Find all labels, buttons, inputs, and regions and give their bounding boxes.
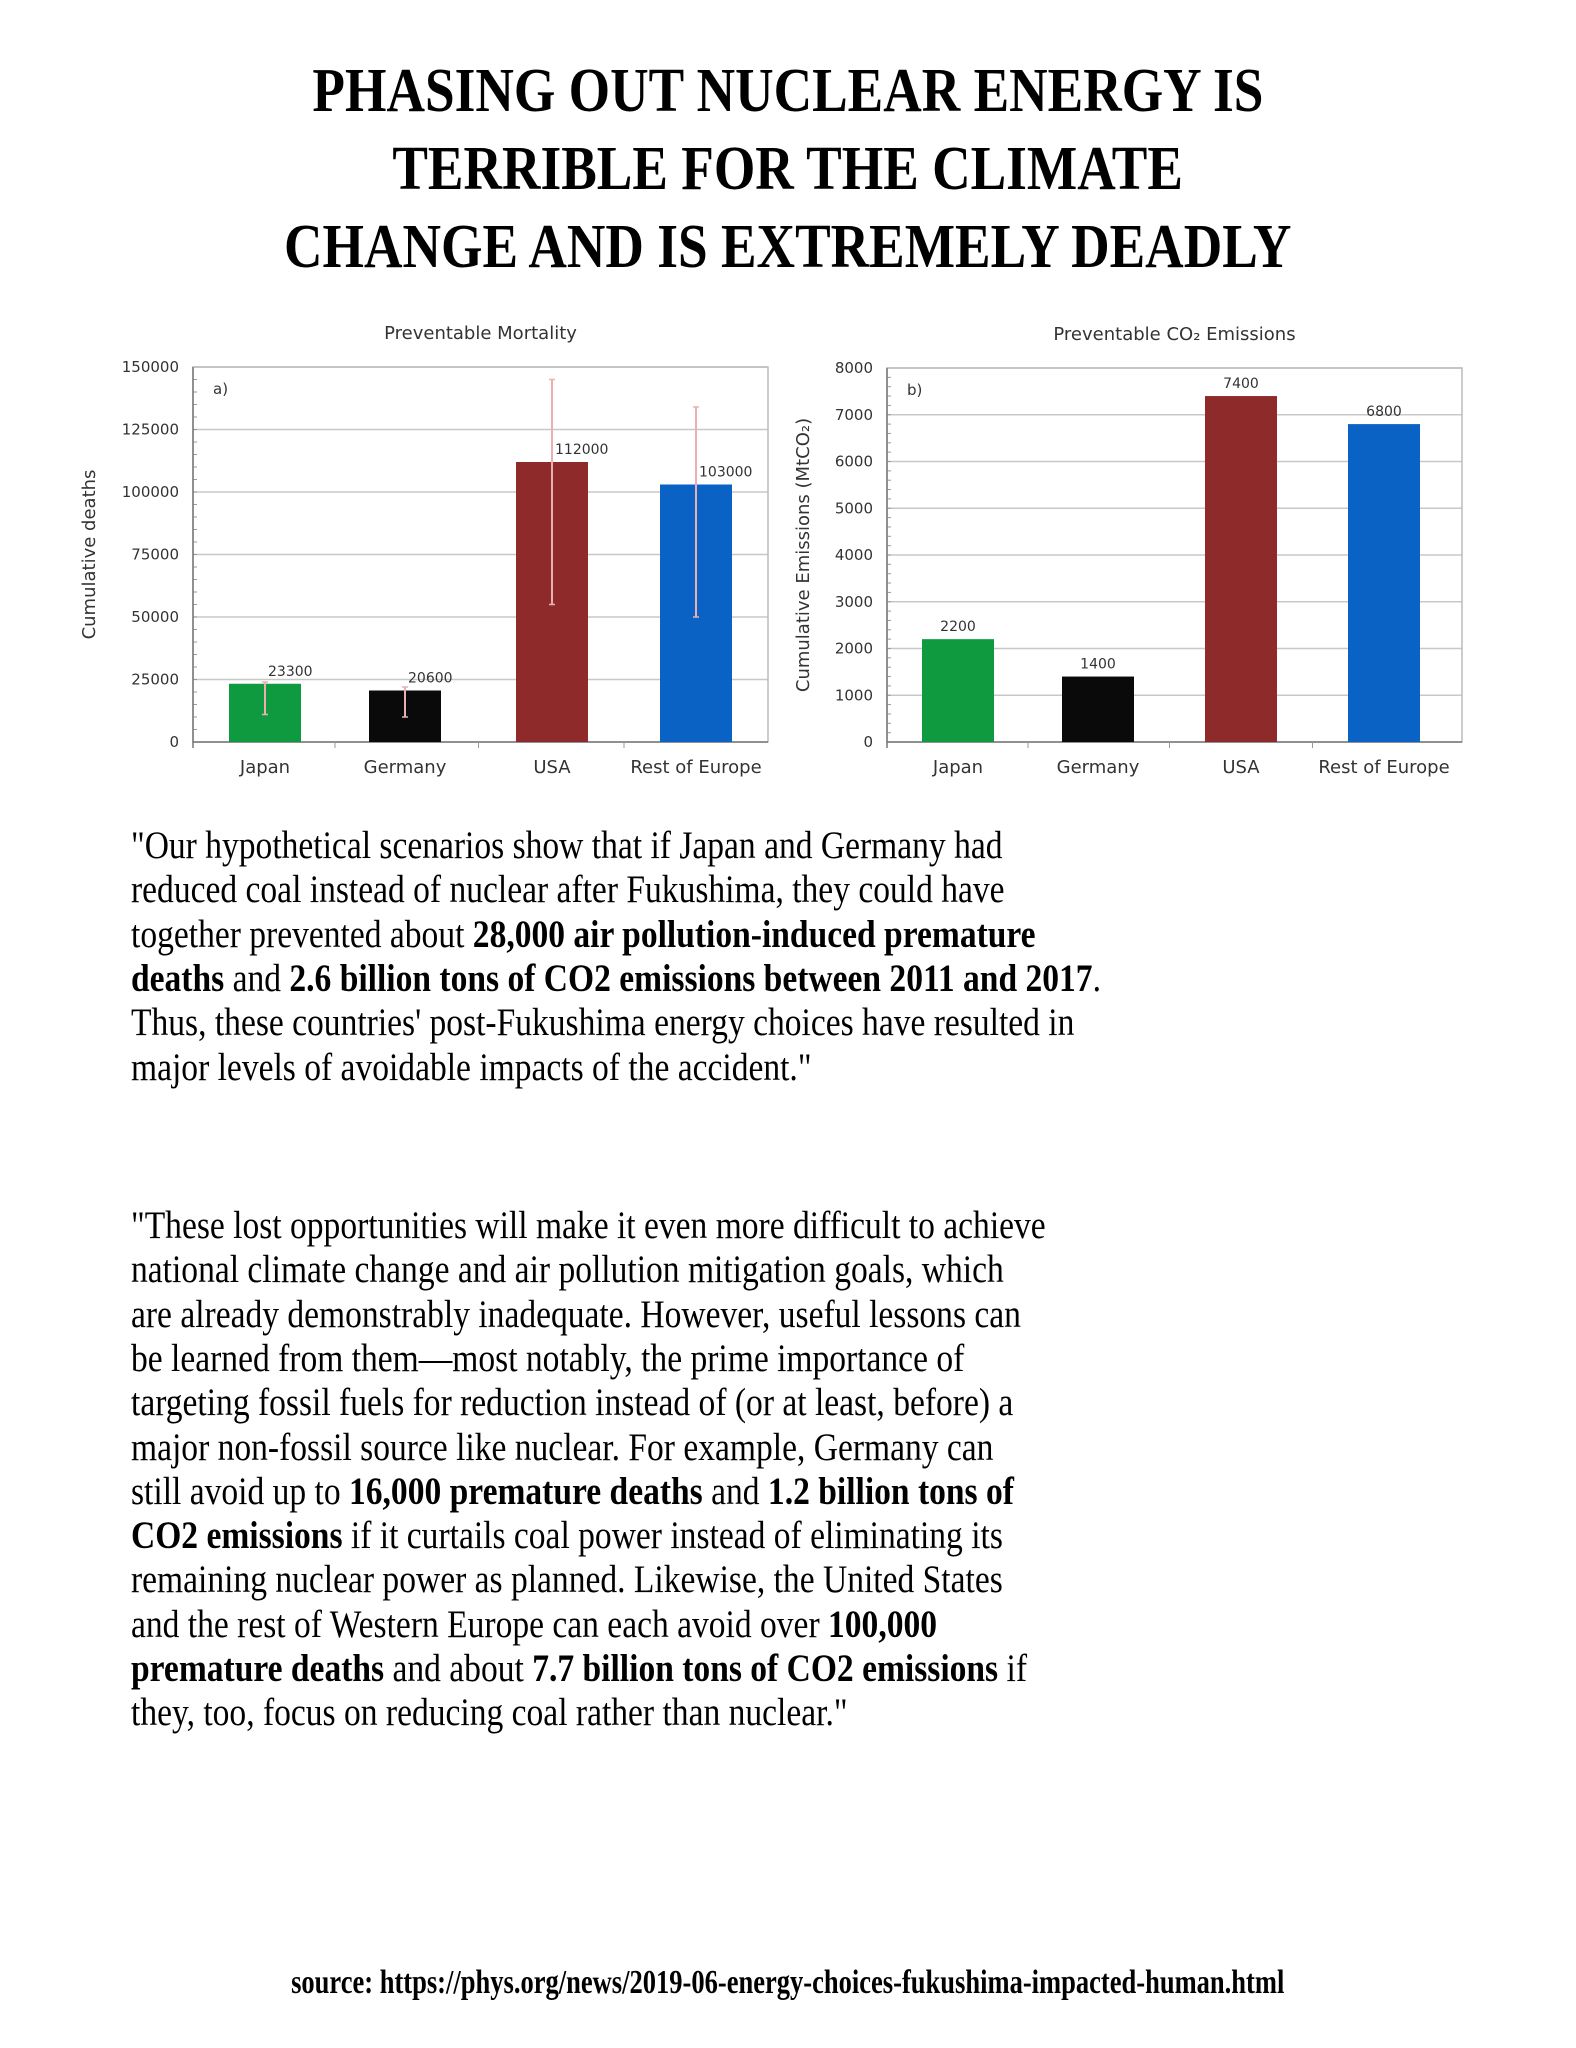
paragraph-line [131, 1693, 848, 1733]
text-run: "These lost opportunities will make it even more difficult to achieve [131, 1204, 1046, 1247]
y-tick-label: 150000 [121, 358, 179, 376]
data-label: 7400 [1223, 376, 1259, 393]
paragraph-line [131, 1383, 1013, 1423]
source-line [0, 1964, 1576, 2002]
chart-panel-mortality [79, 323, 768, 778]
paragraph-line [131, 1206, 1046, 1246]
y-tick-label: 25000 [131, 670, 179, 689]
bold-text: 16,000 premature deaths [349, 1469, 703, 1513]
bold-text: premature deaths [131, 1647, 385, 1690]
chart-title: Preventable Mortality [384, 323, 577, 344]
paragraph-line [131, 870, 1005, 910]
text-run: still avoid up to [131, 1469, 350, 1513]
x-tick-label: USA [1222, 757, 1260, 778]
paragraph-line [131, 1469, 1014, 1513]
text-run: if [998, 1647, 1027, 1690]
paragraph-line [131, 826, 1003, 866]
bold-text: CO2 emissions [131, 1514, 343, 1558]
bold-text: 7.7 billion tons of CO2 emissions [532, 1647, 999, 1690]
text-run: they, too, focus on reducing coal rather than nuclear." [131, 1691, 848, 1735]
text-run: are already demonstrably inadequate. However, useful lessons can [131, 1292, 1021, 1336]
paragraph-line [131, 1602, 938, 1646]
data-label: 103000 [699, 464, 753, 481]
paragraph-line [131, 1649, 1027, 1689]
text-run: together prevented about [131, 912, 473, 956]
text-run: and the rest of Western Europe can each avoid over [131, 1602, 829, 1646]
chart-title: Preventable CO₂ Emissions [1053, 324, 1296, 345]
panel-label: b) [907, 381, 923, 399]
source-link[interactable]: source: https://phys.org/news/2019-06-energy-choices-fukushima-impacted-human.html [291, 1964, 1285, 2001]
y-tick-label: 8000 [834, 359, 873, 377]
x-tick-label: Japan [239, 757, 291, 778]
data-label: 6800 [1366, 404, 1402, 421]
paragraph-line [131, 1336, 965, 1380]
title-line-text: CHANGE AND IS EXTREMELY DEADLY [284, 213, 1292, 281]
text-run: and about [384, 1647, 533, 1690]
x-tick-label: Rest of Europe [630, 757, 762, 778]
x-tick-label: Germany [1056, 757, 1140, 778]
text-run: and [224, 956, 290, 1000]
text-run: major levels of avoidable impacts of the accident." [131, 1045, 812, 1089]
title-line-text: TERRIBLE FOR THE CLIMATE [392, 135, 1184, 203]
bold-text: 100,000 [828, 1602, 938, 1646]
text-run: national climate change and air pollution mitigation goals, which [131, 1248, 1004, 1292]
y-tick-label: 3000 [834, 592, 873, 611]
text-run: remaining nuclear power as planned. Likewise, the United States [131, 1558, 1003, 1602]
paragraph-line [131, 956, 1101, 1000]
text-run: "Our hypothetical scenarios show that if Japan and Germany had [131, 824, 1003, 867]
bar-japan [922, 639, 994, 742]
x-tick-label: USA [533, 757, 571, 778]
chart-panel-emissions [793, 324, 1462, 778]
data-label: 1400 [1080, 656, 1116, 673]
y-tick-label: 125000 [121, 420, 179, 439]
y-tick-label: 100000 [121, 483, 179, 501]
paragraph-line [131, 1516, 1003, 1556]
x-tick-label: Germany [363, 757, 447, 778]
text-run: . [1092, 956, 1101, 1000]
y-tick-label: 50000 [131, 608, 179, 626]
bold-text: deaths [131, 956, 225, 1000]
data-label: 20600 [408, 670, 453, 687]
bar-usa [1205, 396, 1277, 742]
text-run: major non-fossil source like nuclear. For example, Germany can [131, 1425, 994, 1469]
bar-rest-of-europe [1348, 424, 1420, 742]
paragraph-line [131, 912, 1036, 956]
x-tick-label: Rest of Europe [1318, 757, 1450, 778]
title-line-text: PHASING OUT NUCLEAR ENERGY IS [312, 57, 1264, 125]
charts-figure [0, 0, 1576, 800]
y-tick-label: 7000 [834, 405, 873, 424]
bold-text: 1.2 billion tons of [767, 1469, 1014, 1513]
paragraph-line [131, 1250, 1004, 1290]
y-tick-label: 75000 [131, 545, 179, 564]
panel-label: a) [213, 380, 229, 398]
y-axis-label: Cumulative Emissions (MtCO₂) [793, 417, 814, 693]
x-tick-label: Japan [932, 757, 984, 778]
text-run: and [702, 1469, 768, 1513]
paragraph-line [131, 1425, 994, 1469]
paragraph-line [131, 1045, 812, 1089]
text-run: Thus, these countries' post-Fukushima energy choices have resulted in [131, 1001, 1075, 1045]
paragraph-line [131, 1003, 1074, 1043]
y-tick-label: 6000 [834, 452, 873, 471]
bold-text: 28,000 air pollution-induced premature [472, 912, 1036, 956]
paragraph-line [131, 1560, 1003, 1600]
text-run: if it curtails coal power instead of eliminating its [342, 1514, 1003, 1558]
y-tick-label: 1000 [834, 686, 873, 705]
y-tick-label: 0 [169, 733, 179, 751]
text-run: reduced coal instead of nuclear after Fukushima, they could have [131, 868, 1005, 912]
data-label: 23300 [268, 663, 313, 680]
y-axis-label: Cumulative deaths [79, 469, 100, 640]
y-tick-label: 5000 [834, 499, 873, 518]
data-label: 2200 [940, 619, 976, 636]
data-label: 112000 [555, 442, 609, 458]
text-run: targeting fossil fuels for reduction instead of (or at least, before) a [131, 1381, 1014, 1425]
bold-text: 2.6 billion tons of CO2 emissions between 2011 and 2017 [289, 956, 1093, 1000]
y-tick-label: 2000 [834, 639, 873, 658]
bar-germany [1062, 677, 1134, 742]
y-tick-label: 4000 [834, 546, 873, 564]
paragraph-line [131, 1292, 1021, 1336]
y-tick-label: 0 [863, 733, 873, 751]
text-run: be learned from them—most notably, the prime importance of [131, 1336, 965, 1380]
